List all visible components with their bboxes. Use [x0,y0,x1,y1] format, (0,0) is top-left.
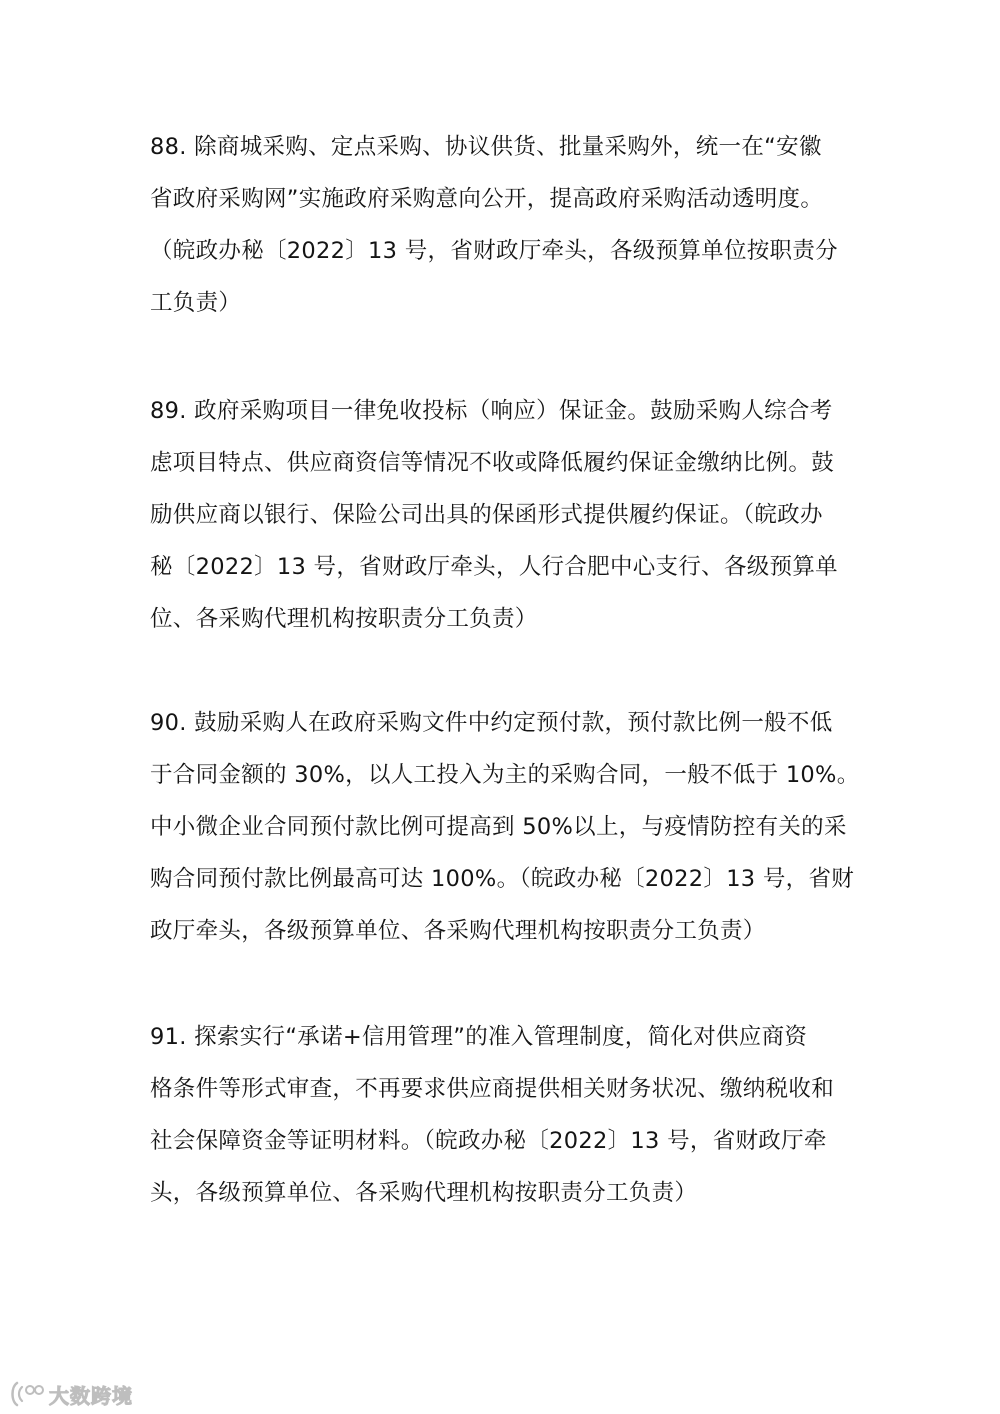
clause-89 [150,385,850,645]
watermark [8,1376,133,1412]
clause-line: 虑项目特点、供应商资信等情况不收或降低履约保证金缴纳比例。鼓 [150,450,835,476]
clause-line: 位、各采购代理机构按职责分工负责） [150,606,538,632]
brand-logo-icon [8,1379,46,1409]
clause-line: 政厅牵头，各级预算单位、各采购代理机构按职责分工负责） [150,918,766,944]
clause-line: 91. 探索实行“承诺+信用管理”的准入管理制度，简化对供应商资 [150,1024,808,1050]
clause-line: 社会保障资金等证明材料。（皖政办秘〔2022〕13 号，省财政厅牵 [150,1128,827,1154]
clause-line: 工负责） [150,290,242,316]
watermark-text: 大数跨境 [49,1383,133,1408]
clause-line: 购合同预付款比例最高可达 100%。（皖政办秘〔2022〕13 号，省财 [150,866,855,892]
clause-88 [150,121,850,329]
clause-line: （皖政办秘〔2022〕13 号，省财政厅牵头，各级预算单位按职责分 [150,238,838,264]
clause-line: 格条件等形式审查，不再要求供应商提供相关财务状况、缴纳税收和 [150,1076,835,1102]
clause-line: 89. 政府采购项目一律免收投标（响应）保证金。鼓励采购人综合考 [150,398,833,424]
clause-line: 于合同金额的 30%，以人工投入为主的采购合同，一般不低于 10%。 [150,762,860,788]
clause-line: 90. 鼓励采购人在政府采购文件中约定预付款，预付款比例一般不低 [150,710,833,736]
clause-line: 秘〔2022〕13 号，省财政厅牵头，人行合肥中心支行、各级预算单 [150,554,838,580]
clause-90 [150,697,860,957]
clause-line: 头，各级预算单位、各采购代理机构按职责分工负责） [150,1180,698,1206]
clause-line: 88. 除商城采购、定点采购、协议供货、批量采购外，统一在“安徽 [150,134,822,160]
clause-91 [150,1011,850,1219]
clause-line: 励供应商以银行、保险公司出具的保函形式提供履约保证。（皖政办 [150,502,823,528]
clause-line: 中小微企业合同预付款比例可提高到 50%以上，与疫情防控有关的采 [150,814,847,840]
clause-line: 省政府采购网”实施政府采购意向公开，提高政府采购活动透明度。 [150,186,824,212]
